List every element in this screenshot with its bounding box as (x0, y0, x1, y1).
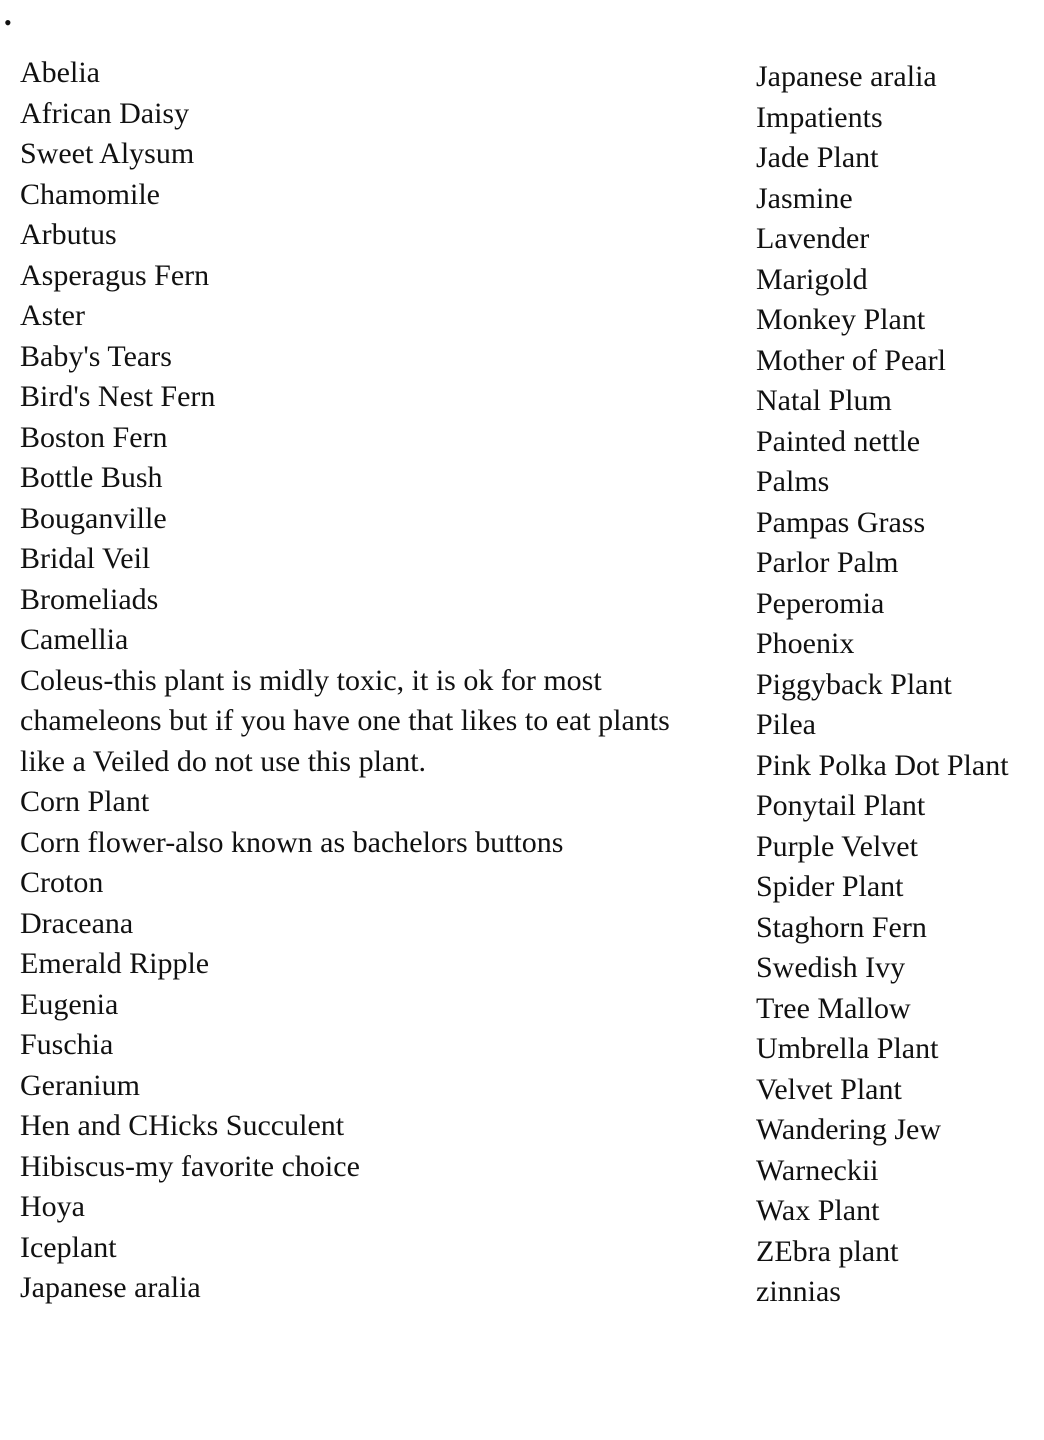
list-item: Arbutus (20, 218, 117, 251)
list-item: Hen and CHicks Succulent (20, 1109, 345, 1142)
list-item: Umbrella Plant (756, 1032, 939, 1065)
list-item: Pink Polka Dot Plant (756, 748, 1009, 782)
list-item: Hoya (20, 1190, 85, 1223)
list-item: Emerald Ripple (20, 947, 210, 980)
list-item: Sweet Alysum (20, 137, 195, 170)
list-item: Bridal Veil (20, 542, 151, 575)
list-item: Aster (20, 299, 85, 332)
list-item: Swedish Ivy (756, 951, 906, 984)
list-item: Piggyback Plant (756, 667, 952, 701)
list-item: Chamomile (20, 177, 160, 211)
list-item: Hibiscus-my favorite choice (20, 1149, 360, 1183)
list-item: Marigold (756, 262, 868, 296)
list-item: Painted nettle (756, 424, 921, 458)
list-item: Natal Plum (756, 384, 892, 417)
list-item: Pilea (756, 708, 816, 741)
list-item: Bouganville (20, 501, 167, 535)
list-item: Spider Plant (756, 870, 904, 903)
list-item: Mother of Pearl (756, 343, 946, 377)
list-item: Velvet Plant (756, 1072, 902, 1106)
list-item: Monkey Plant (756, 303, 926, 336)
list-item: Corn flower-also known as bachelors buttons (20, 825, 564, 859)
list-item: Staghorn Fern (756, 910, 927, 944)
list-item: Bromeliads (20, 582, 159, 616)
list-item: Ponytail Plant (756, 789, 926, 822)
list-item: Croton (20, 866, 104, 899)
plant-list-right (756, 57, 1041, 1313)
list-item: Impatients (756, 100, 883, 134)
list-item: Draceana (20, 906, 134, 940)
list-item: Abelia (20, 56, 100, 89)
list-item: Lavender (756, 222, 870, 255)
list-item: Geranium (20, 1068, 140, 1102)
list-item: Asperagus Fern (20, 258, 210, 292)
list-item: Japanese aralia (20, 1271, 201, 1304)
list-item: Japanese aralia (756, 60, 937, 93)
list-item: Wax Plant (756, 1194, 880, 1227)
list-item: Bottle Bush (20, 461, 163, 494)
list-item: Camellia (20, 623, 129, 656)
list-item: Coleus-this plant is midly toxic, it is ok for most chameleons but if you have one that likes to eat plants like a Veiled do not use this plant. (20, 663, 670, 778)
list-item: Phoenix (756, 627, 855, 660)
list-item: Jasmine (756, 181, 853, 215)
list-item: Bird's Nest Fern (20, 380, 216, 413)
list-item: Pampas Grass (756, 505, 926, 539)
list-item: Wandering Jew (756, 1113, 942, 1146)
plant-list-left (20, 53, 720, 1309)
list-item: Corn Plant (20, 785, 150, 818)
list-item: Peperomia (756, 586, 885, 620)
list-item: Warneckii (756, 1153, 879, 1187)
list-item: Palms (756, 465, 830, 498)
list-item: Baby's Tears (20, 339, 172, 373)
list-item: Boston Fern (20, 420, 168, 454)
list-item: African Daisy (20, 96, 190, 130)
list-item: Iceplant (20, 1230, 117, 1264)
list-item: ZEbra plant (756, 1234, 899, 1268)
list-item: Fuschia (20, 1028, 114, 1061)
list-item: Parlor Palm (756, 546, 899, 579)
list-item: Tree Mallow (756, 991, 911, 1025)
bullet-mark: • (4, 10, 12, 35)
list-item: Purple Velvet (756, 829, 918, 863)
list-item: zinnias (756, 1275, 841, 1308)
list-item: Jade Plant (756, 141, 879, 174)
list-item: Eugenia (20, 987, 119, 1021)
